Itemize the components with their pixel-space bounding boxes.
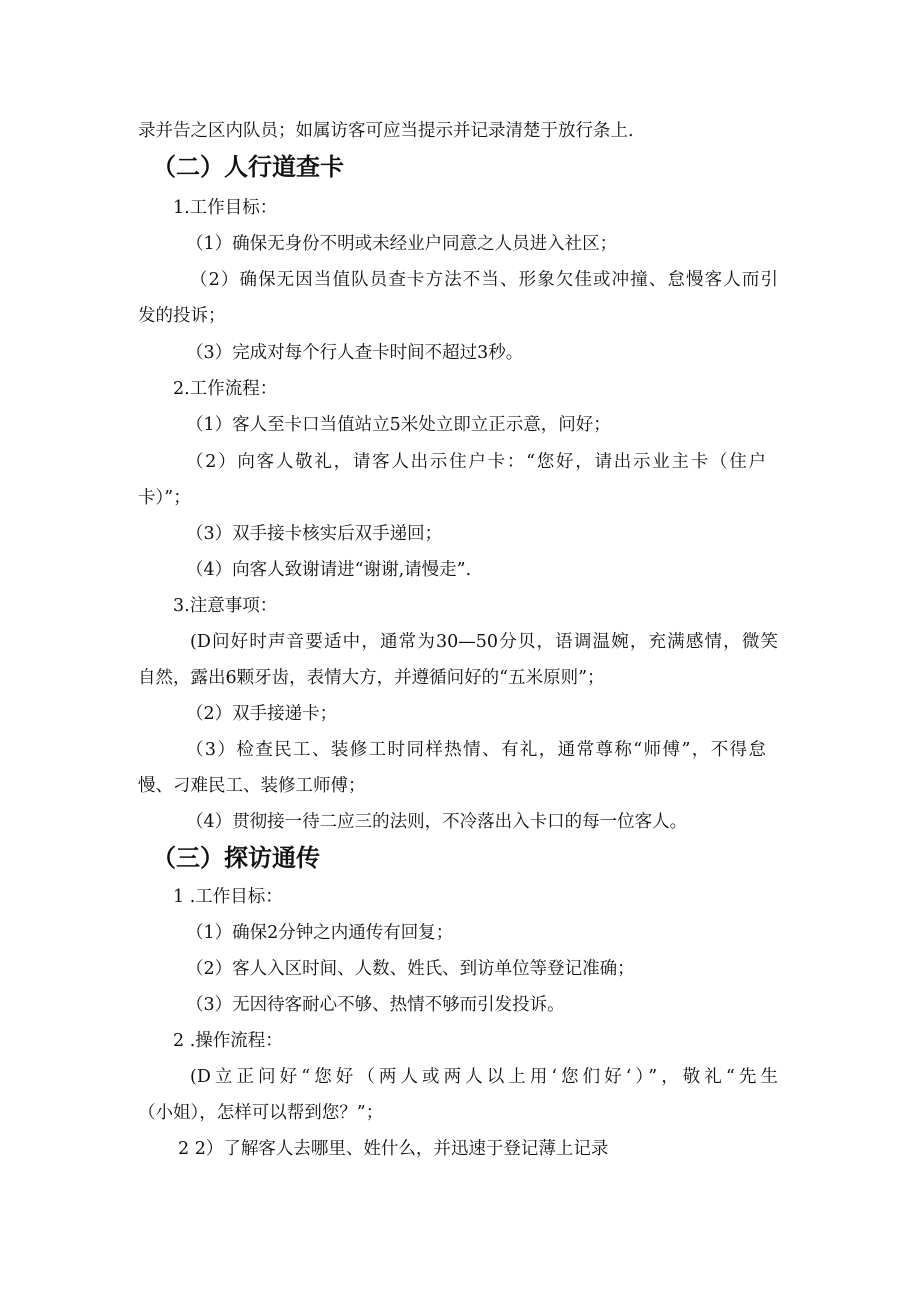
list-item-continuation: 自然，露出6颗牙齿，表情大方，并遵循问好的“五米原则”； — [138, 668, 605, 688]
list-item: （1）确保2分钟之内通传有回复； — [186, 923, 454, 943]
subsection-heading: 3.注意事项： — [173, 596, 278, 616]
list-item: (D问好时声音要适中，通常为30—50分贝，语调温婉，充满感情，微笑 — [190, 632, 778, 652]
list-item-continuation: 卡）”； — [138, 488, 191, 508]
list-item: （3）双手接卡核实后双手递回； — [186, 524, 443, 544]
list-item: （4）贯彻接一待二应三的法则，不冷落出入卡口的每一位客人。 — [186, 812, 688, 832]
list-item: （2）客人入区时间、人数、姓氏、到访单位等登记准确； — [186, 959, 635, 979]
section-heading: （三）探访通传 — [152, 844, 320, 872]
list-item: （4）向客人致谢请进“谢谢,请慢走”. — [186, 560, 472, 580]
list-item: （3）完成对每个行人查卡时间不超过3秒。 — [186, 343, 524, 363]
list-item: （3）检查民工、装修工时同样热情、有礼，通常尊称“师傅”，不得怠 — [186, 740, 766, 760]
list-item: （1）确保无身份不明或未经业户同意之人员进入社区； — [186, 234, 618, 254]
list-item: （1）客人至卡口当值站立5米处立即立正示意，问好； — [186, 415, 611, 435]
subsection-heading: 1 .工作目标： — [173, 887, 283, 907]
list-item: (D立正问好“您好（两人或两人以上用‘您们好‘）”，敬礼“先生 — [190, 1067, 778, 1087]
section-heading: （二）人行道查卡 — [152, 153, 344, 181]
list-item: （3）无因待客耐心不够、热情不够而引发投诉。 — [186, 995, 565, 1015]
list-item: 2 2）了解客人去哪里、姓什么，并迅速于登记薄上记录 — [178, 1139, 609, 1159]
list-item: （2）向客人敬礼，请客人出示住户卡：“您好，请出示业主卡（住户 — [186, 452, 766, 472]
list-item-continuation: （小姐），怎样可以帮到您？”； — [138, 1103, 384, 1123]
body-line: 录并告之区内队员；如属访客可应当提示并记录清楚于放行条上. — [138, 121, 634, 141]
subsection-heading: 1.工作目标： — [173, 198, 278, 218]
subsection-heading: 2.工作流程： — [173, 379, 278, 399]
list-item: （2）双手接递卡； — [186, 704, 338, 724]
list-item: （2）确保无因当值队员查卡方法不当、形象欠佳或冲撞、怠慢客人而引 — [190, 270, 778, 290]
subsection-heading: 2 .操作流程： — [173, 1031, 283, 1051]
list-item-continuation: 慢、刁难民工、装修工师傅； — [138, 776, 366, 796]
list-item-continuation: 发的投诉； — [138, 306, 226, 326]
